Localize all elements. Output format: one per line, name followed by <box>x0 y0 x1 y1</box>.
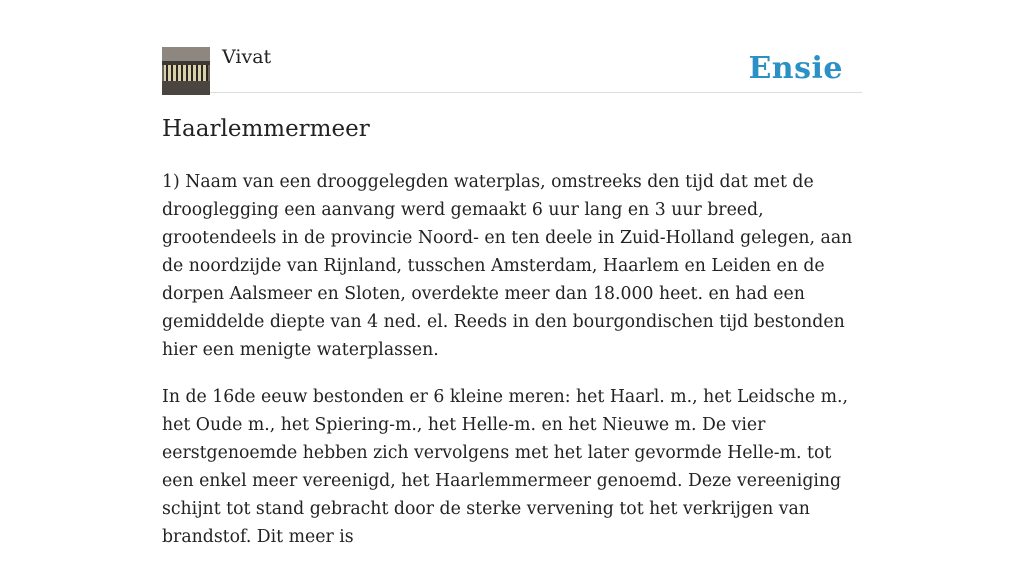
page-title: Haarlemmermeer <box>162 116 370 142</box>
paragraph: 1) Naam van een drooggelegden waterplas, omstreeks den tijd dat met de drooglegging een aanvang werd gemaakt 6 uur lang en 3 uur breed, grootendeels in de provincie Noord- en ten deele in Zuid-Holland gelegen, aan de noordzijde van Rijnland, tusschen Amsterdam, Haarlem en Leiden en de dorpen Aalsmeer en Sloten, overdekte meer dan 18.000 heet. en had een gemiddelde diepte van 4 ned. el. Reeds in den bourgondischen tijd bestonden hier een menigte waterplassen. <box>162 172 853 360</box>
avatar[interactable] <box>162 47 210 95</box>
author-name[interactable]: Vivat <box>222 46 272 68</box>
brand-logo[interactable]: Ensie <box>748 51 843 86</box>
article-header <box>162 46 862 93</box>
avatar-photo-icon <box>162 47 210 95</box>
article-body <box>162 168 862 570</box>
paragraph: In de 16de eeuw bestonden er 6 kleine meren: het Haarl. m., het Leidsche m., het Oude m., het Spiering-m., het Helle-m. en het Nieuwe m. De vier eerstgenoemde hebben zich vervolgens met het later gevormde Helle-m. tot een enkel meer vereenigd, het Haarlemmermeer genoemd. Deze vereeniging schijnt tot stand gebracht door de sterke vervening tot het verkrijgen van brandstof. Dit meer is <box>162 387 849 547</box>
